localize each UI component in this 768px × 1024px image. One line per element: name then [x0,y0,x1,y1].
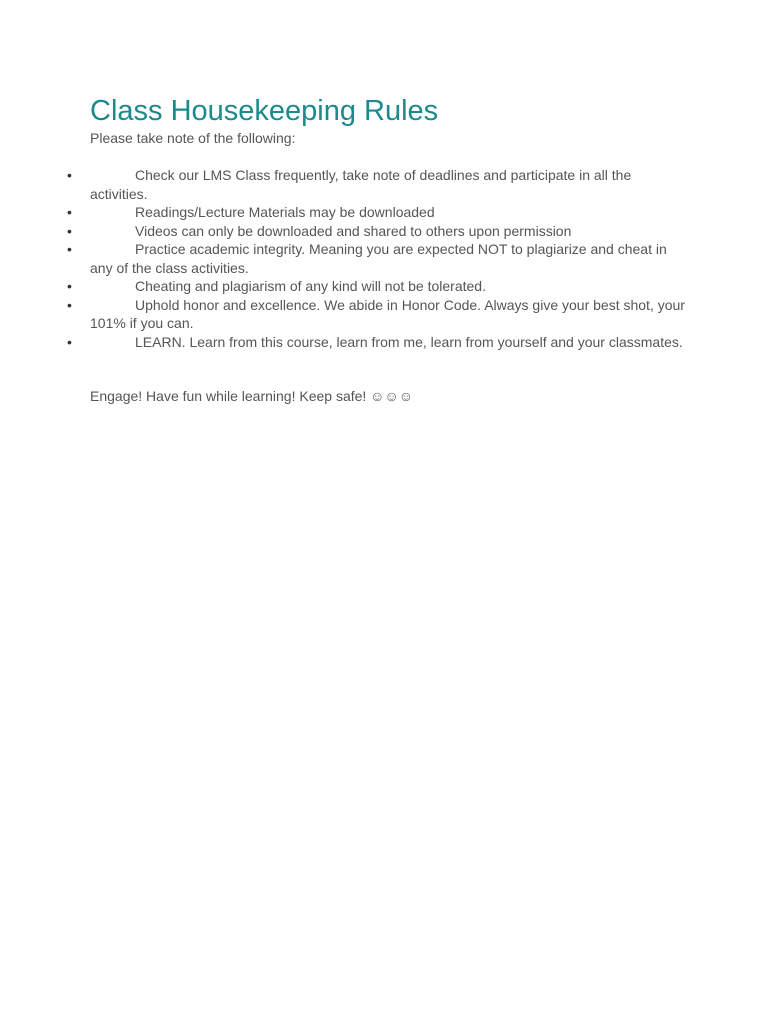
rule-text: Practice academic integrity. Meaning you are expected NOT to plagiarize and cheat in any of the class activities. [90,241,667,276]
list-item [67,166,690,203]
bullet-icon: • [67,333,72,350]
rule-text: Videos can only be downloaded and shared to others upon permission [135,222,572,239]
rules-list [67,166,690,351]
bullet-icon: • [67,167,72,183]
bullet-icon: • [67,278,72,294]
page-title: Class Housekeeping Rules [90,95,439,127]
list-item [67,240,690,277]
rule-text: Readings/Lecture Materials may be downloaded [135,204,435,220]
rule-text: Cheating and plagiarism of any kind will not be tolerated. [135,278,486,294]
page-subtitle: Please take note of the following: [90,130,296,146]
list-item [67,296,690,333]
rule-text: Uphold honor and excellence. We abide in Honor Code. Always give your best shot, your 101% if you can. [90,296,685,331]
list-item [67,333,690,352]
rule-text: Check our LMS Class frequently, take note of deadlines and participate in all the activities. [90,167,632,202]
rule-text: LEARN. Learn from this course, learn from me, learn from yourself and your classmates. [135,333,683,350]
bullet-icon: • [67,222,72,239]
bullet-icon: • [67,204,72,220]
closing-message: Engage! Have fun while learning! Keep safe! ☺☺☺ [90,388,414,404]
list-item [67,222,690,241]
bullet-icon: • [67,296,72,313]
bullet-icon: • [67,241,72,257]
list-item [67,203,690,222]
list-item [67,277,690,296]
